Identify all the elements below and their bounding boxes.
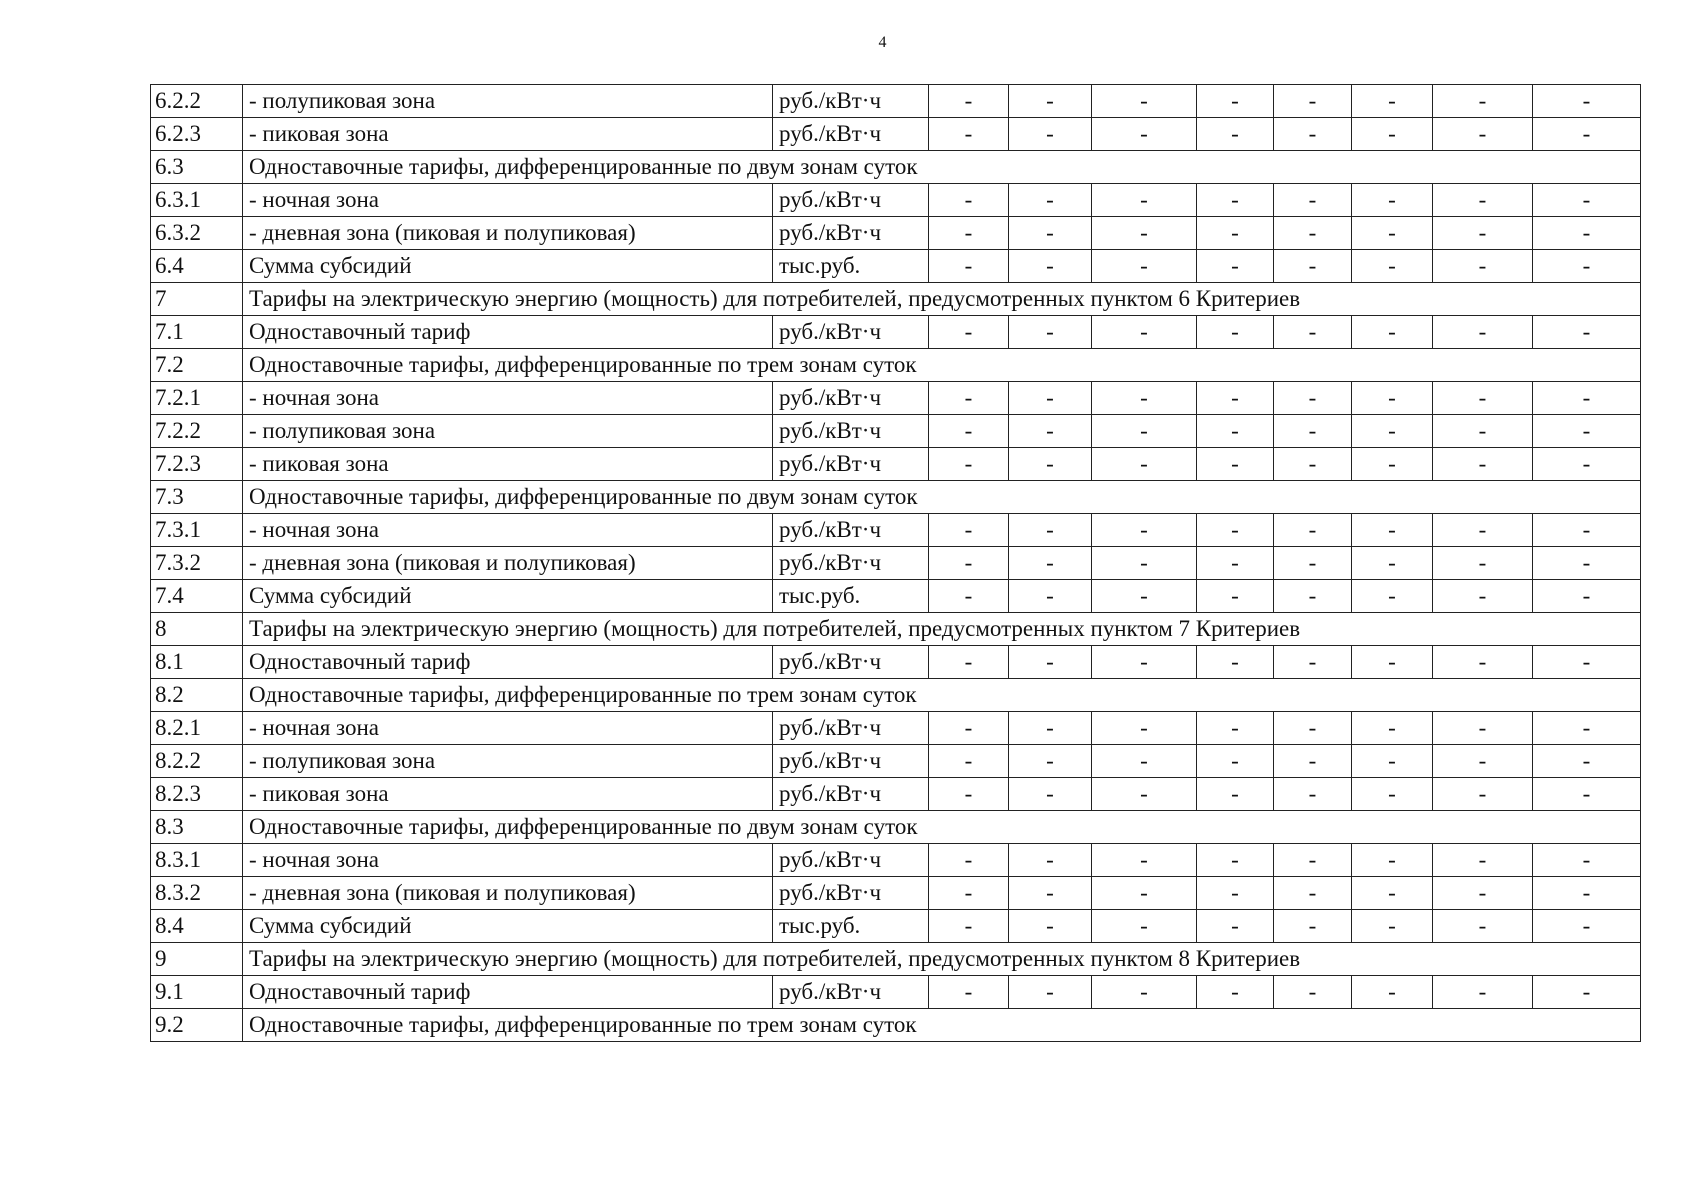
section-title: Одноставочные тарифы, дифференцированные по двум зонам суток — [243, 811, 1641, 844]
value-cell: - — [1352, 745, 1433, 778]
value-cell: - — [1197, 415, 1274, 448]
row-name: - ночная зона — [243, 844, 773, 877]
value-cell: - — [1433, 844, 1533, 877]
value-cell: - — [1274, 778, 1352, 811]
value-cell: - — [1433, 217, 1533, 250]
value-cell: - — [1092, 118, 1197, 151]
section-title: Тарифы на электрическую энергию (мощность) для потребителей, предусмотренных пунктом 6 Критериев — [243, 283, 1641, 316]
row-number: 9.2 — [151, 1009, 243, 1042]
table-row — [151, 382, 1641, 415]
value-cell: - — [1352, 547, 1433, 580]
value-cell: - — [1197, 448, 1274, 481]
value-cell: - — [1352, 712, 1433, 745]
value-cell: - — [1009, 712, 1092, 745]
row-name: Одноставочный тариф — [243, 976, 773, 1009]
table-row — [151, 250, 1641, 283]
value-cell: - — [1009, 448, 1092, 481]
table-body — [151, 85, 1641, 1042]
value-cell: - — [1009, 514, 1092, 547]
row-name: - дневная зона (пиковая и полупиковая) — [243, 217, 773, 250]
table-row — [151, 85, 1641, 118]
value-cell: - — [1092, 250, 1197, 283]
value-cell: - — [1433, 316, 1533, 349]
row-name: - пиковая зона — [243, 448, 773, 481]
row-number: 6.4 — [151, 250, 243, 283]
value-cell: - — [1197, 745, 1274, 778]
value-cell: - — [1009, 877, 1092, 910]
value-cell: - — [1009, 382, 1092, 415]
value-cell: - — [929, 118, 1009, 151]
value-cell: - — [1274, 448, 1352, 481]
row-number: 8.4 — [151, 910, 243, 943]
value-cell: - — [1197, 250, 1274, 283]
value-cell: - — [1433, 448, 1533, 481]
value-cell: - — [1352, 184, 1433, 217]
value-cell: - — [1092, 712, 1197, 745]
value-cell: - — [1009, 646, 1092, 679]
value-cell: - — [929, 910, 1009, 943]
section-row — [151, 613, 1641, 646]
value-cell: - — [1433, 547, 1533, 580]
value-cell: - — [929, 712, 1009, 745]
value-cell: - — [1433, 118, 1533, 151]
value-cell: - — [1009, 844, 1092, 877]
value-cell: - — [1533, 250, 1641, 283]
value-cell: - — [1274, 118, 1352, 151]
row-unit: руб./кВт·ч — [773, 415, 929, 448]
value-cell: - — [929, 184, 1009, 217]
row-number: 7.3 — [151, 481, 243, 514]
row-name: - дневная зона (пиковая и полупиковая) — [243, 547, 773, 580]
value-cell: - — [1197, 217, 1274, 250]
row-unit: руб./кВт·ч — [773, 745, 929, 778]
value-cell: - — [1352, 316, 1433, 349]
value-cell: - — [929, 877, 1009, 910]
value-cell: - — [1433, 184, 1533, 217]
value-cell: - — [1533, 580, 1641, 613]
section-row — [151, 811, 1641, 844]
row-number: 9 — [151, 943, 243, 976]
value-cell: - — [1197, 514, 1274, 547]
row-name: - полупиковая зона — [243, 415, 773, 448]
value-cell: - — [1352, 877, 1433, 910]
value-cell: - — [1197, 910, 1274, 943]
row-name: Сумма субсидий — [243, 910, 773, 943]
value-cell: - — [1533, 712, 1641, 745]
value-cell: - — [1433, 580, 1533, 613]
tariff-table — [150, 84, 1641, 1042]
table-row — [151, 778, 1641, 811]
value-cell: - — [1092, 85, 1197, 118]
row-number: 7.2.3 — [151, 448, 243, 481]
row-number: 8.2.1 — [151, 712, 243, 745]
row-name: Сумма субсидий — [243, 580, 773, 613]
row-unit: руб./кВт·ч — [773, 184, 929, 217]
value-cell: - — [1433, 712, 1533, 745]
value-cell: - — [1197, 844, 1274, 877]
table-row — [151, 448, 1641, 481]
value-cell: - — [1092, 646, 1197, 679]
value-cell: - — [1533, 547, 1641, 580]
value-cell: - — [1433, 250, 1533, 283]
value-cell: - — [1433, 85, 1533, 118]
section-row — [151, 481, 1641, 514]
table-row — [151, 877, 1641, 910]
value-cell: - — [1352, 250, 1433, 283]
row-unit: руб./кВт·ч — [773, 448, 929, 481]
table-row — [151, 910, 1641, 943]
value-cell: - — [1533, 877, 1641, 910]
table-row — [151, 712, 1641, 745]
row-unit: руб./кВт·ч — [773, 844, 929, 877]
table-row — [151, 646, 1641, 679]
value-cell: - — [1274, 547, 1352, 580]
value-cell: - — [1352, 118, 1433, 151]
row-number: 7.2.1 — [151, 382, 243, 415]
value-cell: - — [1092, 547, 1197, 580]
row-name: - пиковая зона — [243, 778, 773, 811]
row-number: 8.2.3 — [151, 778, 243, 811]
value-cell: - — [1352, 415, 1433, 448]
value-cell: - — [1092, 184, 1197, 217]
value-cell: - — [929, 85, 1009, 118]
value-cell: - — [1009, 184, 1092, 217]
row-number: 8.2.2 — [151, 745, 243, 778]
value-cell: - — [1533, 910, 1641, 943]
value-cell: - — [1009, 580, 1092, 613]
row-number: 8.2 — [151, 679, 243, 712]
value-cell: - — [1533, 844, 1641, 877]
value-cell: - — [1009, 745, 1092, 778]
row-name: - ночная зона — [243, 514, 773, 547]
row-unit: руб./кВт·ч — [773, 118, 929, 151]
value-cell: - — [1274, 217, 1352, 250]
value-cell: - — [1274, 85, 1352, 118]
table-row — [151, 844, 1641, 877]
value-cell: - — [1197, 118, 1274, 151]
value-cell: - — [1533, 745, 1641, 778]
row-name: - дневная зона (пиковая и полупиковая) — [243, 877, 773, 910]
value-cell: - — [1009, 250, 1092, 283]
value-cell: - — [1274, 712, 1352, 745]
value-cell: - — [1009, 910, 1092, 943]
section-title: Одноставочные тарифы, дифференцированные по трем зонам суток — [243, 1009, 1641, 1042]
value-cell: - — [1092, 976, 1197, 1009]
value-cell: - — [1197, 382, 1274, 415]
value-cell: - — [1533, 976, 1641, 1009]
value-cell: - — [1274, 580, 1352, 613]
row-number: 7.2 — [151, 349, 243, 382]
table-row — [151, 514, 1641, 547]
value-cell: - — [1533, 415, 1641, 448]
row-name: Сумма субсидий — [243, 250, 773, 283]
value-cell: - — [1274, 877, 1352, 910]
value-cell: - — [1197, 580, 1274, 613]
value-cell: - — [1092, 448, 1197, 481]
row-number: 8.1 — [151, 646, 243, 679]
value-cell: - — [1533, 184, 1641, 217]
row-unit: руб./кВт·ч — [773, 646, 929, 679]
value-cell: - — [929, 547, 1009, 580]
row-number: 8.3.1 — [151, 844, 243, 877]
value-cell: - — [1433, 415, 1533, 448]
value-cell: - — [1197, 712, 1274, 745]
value-cell: - — [1533, 646, 1641, 679]
value-cell: - — [1009, 415, 1092, 448]
value-cell: - — [1433, 382, 1533, 415]
row-number: 7 — [151, 283, 243, 316]
row-number: 6.3.2 — [151, 217, 243, 250]
row-number: 7.4 — [151, 580, 243, 613]
section-title: Тарифы на электрическую энергию (мощность) для потребителей, предусмотренных пунктом 7 Критериев — [243, 613, 1641, 646]
table-row — [151, 580, 1641, 613]
value-cell: - — [1274, 844, 1352, 877]
value-cell: - — [1533, 85, 1641, 118]
table-row — [151, 184, 1641, 217]
section-row — [151, 151, 1641, 184]
value-cell: - — [1352, 646, 1433, 679]
value-cell: - — [1352, 217, 1433, 250]
section-row — [151, 679, 1641, 712]
table-row — [151, 118, 1641, 151]
value-cell: - — [1092, 316, 1197, 349]
table-row — [151, 547, 1641, 580]
row-number: 8.3.2 — [151, 877, 243, 910]
value-cell: - — [1533, 217, 1641, 250]
value-cell: - — [1433, 514, 1533, 547]
page-number: 4 — [878, 34, 887, 51]
value-cell: - — [1433, 877, 1533, 910]
value-cell: - — [929, 316, 1009, 349]
row-unit: руб./кВт·ч — [773, 877, 929, 910]
value-cell: - — [1092, 778, 1197, 811]
section-row — [151, 1009, 1641, 1042]
value-cell: - — [929, 250, 1009, 283]
row-unit: руб./кВт·ч — [773, 217, 929, 250]
value-cell: - — [1197, 547, 1274, 580]
row-name: Одноставочный тариф — [243, 316, 773, 349]
value-cell: - — [1009, 778, 1092, 811]
row-number: 9.1 — [151, 976, 243, 1009]
section-title: Одноставочные тарифы, дифференцированные по трем зонам суток — [243, 679, 1641, 712]
row-name: - пиковая зона — [243, 118, 773, 151]
value-cell: - — [1197, 976, 1274, 1009]
section-title: Одноставочные тарифы, дифференцированные по двум зонам суток — [243, 481, 1641, 514]
value-cell: - — [1274, 910, 1352, 943]
value-cell: - — [1352, 514, 1433, 547]
row-unit: тыс.руб. — [773, 580, 929, 613]
value-cell: - — [1274, 250, 1352, 283]
row-number: 6.2.2 — [151, 85, 243, 118]
section-row — [151, 349, 1641, 382]
value-cell: - — [1092, 580, 1197, 613]
section-title: Одноставочные тарифы, дифференцированные по двум зонам суток — [243, 151, 1641, 184]
value-cell: - — [1197, 316, 1274, 349]
value-cell: - — [1009, 217, 1092, 250]
value-cell: - — [1352, 448, 1433, 481]
row-unit: руб./кВт·ч — [773, 778, 929, 811]
value-cell: - — [929, 415, 1009, 448]
value-cell: - — [1352, 85, 1433, 118]
value-cell: - — [1274, 415, 1352, 448]
row-name: - полупиковая зона — [243, 85, 773, 118]
value-cell: - — [1352, 976, 1433, 1009]
value-cell: - — [1092, 514, 1197, 547]
value-cell: - — [1533, 382, 1641, 415]
value-cell: - — [1433, 778, 1533, 811]
value-cell: - — [1433, 646, 1533, 679]
value-cell: - — [1352, 844, 1433, 877]
value-cell: - — [1533, 118, 1641, 151]
value-cell: - — [1092, 844, 1197, 877]
row-number: 6.3 — [151, 151, 243, 184]
value-cell: - — [1274, 382, 1352, 415]
row-unit: руб./кВт·ч — [773, 316, 929, 349]
value-cell: - — [1009, 976, 1092, 1009]
value-cell: - — [1009, 316, 1092, 349]
row-unit: руб./кВт·ч — [773, 514, 929, 547]
section-row — [151, 943, 1641, 976]
row-number: 6.2.3 — [151, 118, 243, 151]
row-name: - полупиковая зона — [243, 745, 773, 778]
row-unit: тыс.руб. — [773, 910, 929, 943]
section-title: Тарифы на электрическую энергию (мощность) для потребителей, предусмотренных пунктом 8 Критериев — [243, 943, 1641, 976]
value-cell: - — [1433, 745, 1533, 778]
value-cell: - — [1197, 778, 1274, 811]
value-cell: - — [929, 778, 1009, 811]
table-row — [151, 745, 1641, 778]
value-cell: - — [1197, 184, 1274, 217]
value-cell: - — [929, 745, 1009, 778]
row-name: - ночная зона — [243, 184, 773, 217]
row-name: Одноставочный тариф — [243, 646, 773, 679]
row-unit: руб./кВт·ч — [773, 547, 929, 580]
value-cell: - — [1092, 382, 1197, 415]
value-cell: - — [1352, 580, 1433, 613]
table-row — [151, 415, 1641, 448]
value-cell: - — [929, 580, 1009, 613]
value-cell: - — [1533, 778, 1641, 811]
value-cell: - — [1352, 778, 1433, 811]
value-cell: - — [1533, 448, 1641, 481]
value-cell: - — [1533, 316, 1641, 349]
row-number: 7.3.2 — [151, 547, 243, 580]
value-cell: - — [1274, 316, 1352, 349]
value-cell: - — [1274, 646, 1352, 679]
value-cell: - — [1274, 976, 1352, 1009]
value-cell: - — [1274, 184, 1352, 217]
value-cell: - — [1197, 877, 1274, 910]
row-unit: руб./кВт·ч — [773, 976, 929, 1009]
row-name: - ночная зона — [243, 382, 773, 415]
row-unit: руб./кВт·ч — [773, 85, 929, 118]
value-cell: - — [1092, 415, 1197, 448]
value-cell: - — [1197, 85, 1274, 118]
value-cell: - — [1092, 877, 1197, 910]
value-cell: - — [1009, 118, 1092, 151]
value-cell: - — [1274, 745, 1352, 778]
table-row — [151, 217, 1641, 250]
row-unit: руб./кВт·ч — [773, 712, 929, 745]
value-cell: - — [1352, 910, 1433, 943]
table-row — [151, 976, 1641, 1009]
value-cell: - — [1274, 514, 1352, 547]
section-row — [151, 283, 1641, 316]
value-cell: - — [929, 844, 1009, 877]
value-cell: - — [1092, 910, 1197, 943]
row-number: 7.1 — [151, 316, 243, 349]
value-cell: - — [929, 217, 1009, 250]
value-cell: - — [929, 976, 1009, 1009]
value-cell: - — [1009, 547, 1092, 580]
row-number: 6.3.1 — [151, 184, 243, 217]
value-cell: - — [929, 646, 1009, 679]
value-cell: - — [1352, 382, 1433, 415]
row-unit: тыс.руб. — [773, 250, 929, 283]
value-cell: - — [929, 448, 1009, 481]
row-number: 7.2.2 — [151, 415, 243, 448]
row-number: 7.3.1 — [151, 514, 243, 547]
row-number: 8 — [151, 613, 243, 646]
value-cell: - — [1533, 514, 1641, 547]
value-cell: - — [1092, 745, 1197, 778]
table-row — [151, 316, 1641, 349]
section-title: Одноставочные тарифы, дифференцированные по трем зонам суток — [243, 349, 1641, 382]
value-cell: - — [929, 382, 1009, 415]
row-name: - ночная зона — [243, 712, 773, 745]
value-cell: - — [929, 514, 1009, 547]
value-cell: - — [1197, 646, 1274, 679]
row-number: 8.3 — [151, 811, 243, 844]
value-cell: - — [1092, 217, 1197, 250]
value-cell: - — [1009, 85, 1092, 118]
value-cell: - — [1433, 910, 1533, 943]
value-cell: - — [1433, 976, 1533, 1009]
row-unit: руб./кВт·ч — [773, 382, 929, 415]
